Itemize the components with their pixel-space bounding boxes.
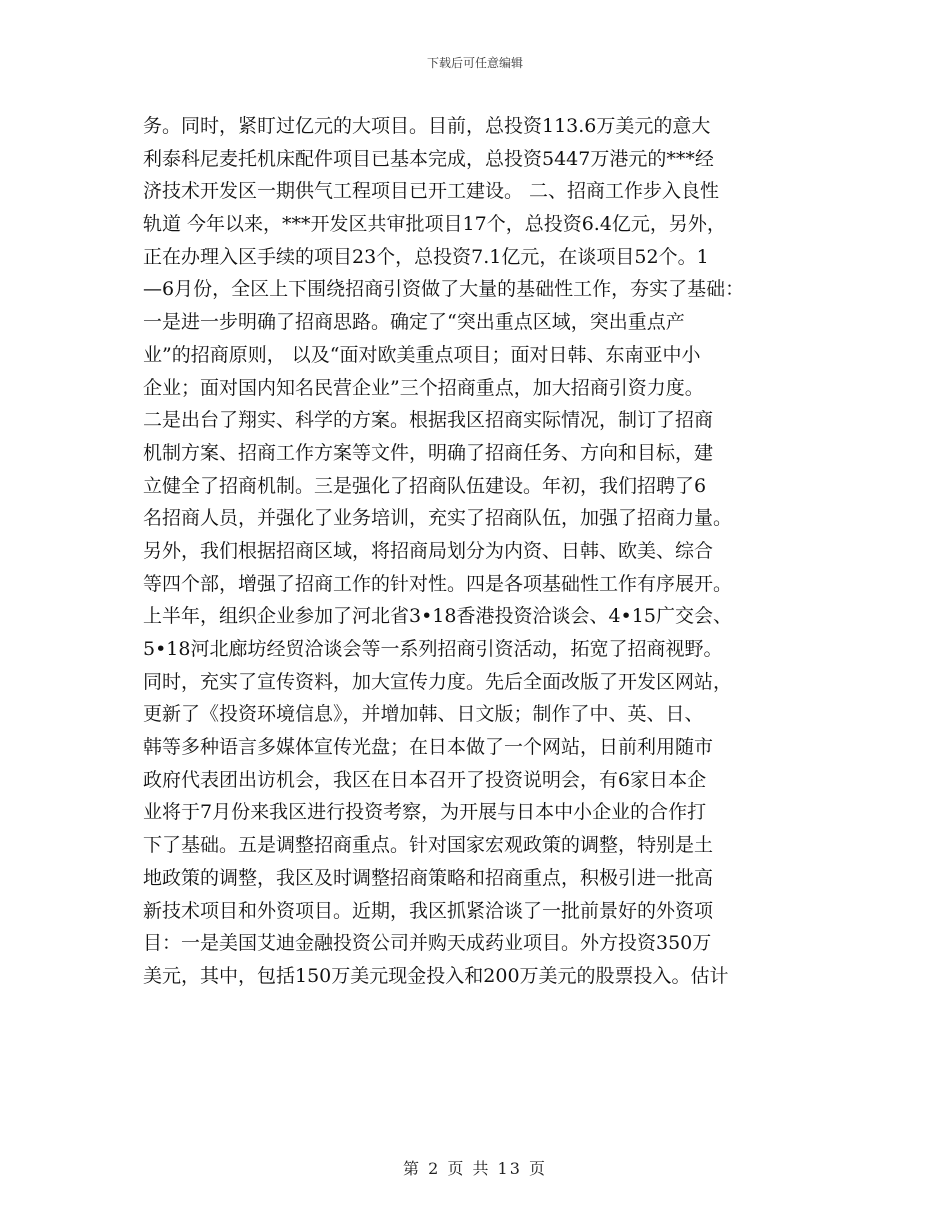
text-line: 名招商人员，并强化了业务培训，充实了招商队伍，加强了招商力量。: [143, 507, 733, 530]
text-line: 另外，我们根据招商区域，将招商局划分为内资、日韩、欧美、综合: [143, 539, 714, 562]
text-line: 一是进一步明确了招商思路。确定了“突出重点区域，突出重点产: [143, 311, 685, 334]
text-line: 新技术项目和外资项目。近期，我区抓紧洽谈了一批前景好的外资项: [143, 899, 714, 922]
text-line: 立健全了招商机制。三是强化了招商队伍建设。年初，我们招聘了6: [143, 474, 707, 497]
text-line: 利泰科尼麦托机床配件项目已基本完成，总投资5447万港元的***经: [143, 147, 714, 170]
text-line: 美元，其中，包括150万美元现金投入和200万美元的股票投入。估计: [143, 964, 729, 987]
page-number-footer: 第 2 页 共 13 页: [403, 1159, 547, 1178]
text-line: 二是出台了翔实、科学的方案。根据我区招商实际情况，制订了招商: [143, 409, 714, 432]
text-line: 业将于7月份来我区进行投资考察，为开展与日本中小企业的合作打: [143, 801, 707, 824]
text-line: 地政策的调整，我区及时调整招商策略和招商重点，积极引进一批高: [143, 866, 714, 889]
text-line: 正在办理入区手续的项目23个，总投资7.1亿元，在谈项目52个。1: [143, 245, 709, 268]
text-line: 企业；面对国内知名民营企业”三个招商重点，加大招商引资力度。: [143, 376, 704, 399]
text-line: 韩等多种语言多媒体宣传光盘；在日本做了一个网站，日前利用随市: [143, 736, 714, 759]
text-line: 业”的招商原则， 以及“面对欧美重点项目；面对日韩、东南亚中小: [143, 343, 701, 366]
text-line: 上半年，组织企业参加了河北省3•18香港投资洽谈会、4•15广交会、: [143, 605, 732, 628]
text-line: 务。同时，紧盯过亿元的大项目。目前，总投资113.6万美元的意大: [143, 115, 711, 137]
document-body: [143, 110, 808, 993]
text-line: 等四个部，增强了招商工作的针对性。四是各项基础性工作有序展开。: [143, 572, 733, 595]
text-line: 轨道 今年以来，***开发区共审批项目17个，总投资6.4亿元，另外，: [143, 213, 726, 236]
text-line: 更新了《投资环境信息》，并增加韩、日文版；制作了中、英、日、: [143, 703, 704, 726]
text-line: 济技术开发区一期供气工程项目已开工建设。 二、招商工作步入良性: [143, 180, 720, 203]
text-line: 同时，充实了宣传资料，加大宣传力度。先后全面改版了开发区网站，: [143, 670, 733, 693]
text-line: 5•18河北廊坊经贸洽谈会等一系列招商引资活动，拓宽了招商视野。: [143, 638, 723, 660]
text-line: 下了基础。五是调整招商重点。针对国家宏观政策的调整，特别是土: [143, 834, 714, 857]
text-line: —6月份，全区上下围绕招商引资做了大量的基础性工作，夯实了基础：: [143, 278, 745, 301]
text-line: 机制方案、招商工作方案等文件，明确了招商任务、方向和目标，建: [143, 441, 714, 464]
text-line: 目：一是美国艾迪金融投资公司并购天成药业项目。外方投资350万: [143, 932, 712, 955]
text-line: 政府代表团出访机会，我区在日本召开了投资说明会，有6家日本企: [143, 768, 707, 791]
page-header: 下载后可任意编辑: [426, 56, 523, 70]
